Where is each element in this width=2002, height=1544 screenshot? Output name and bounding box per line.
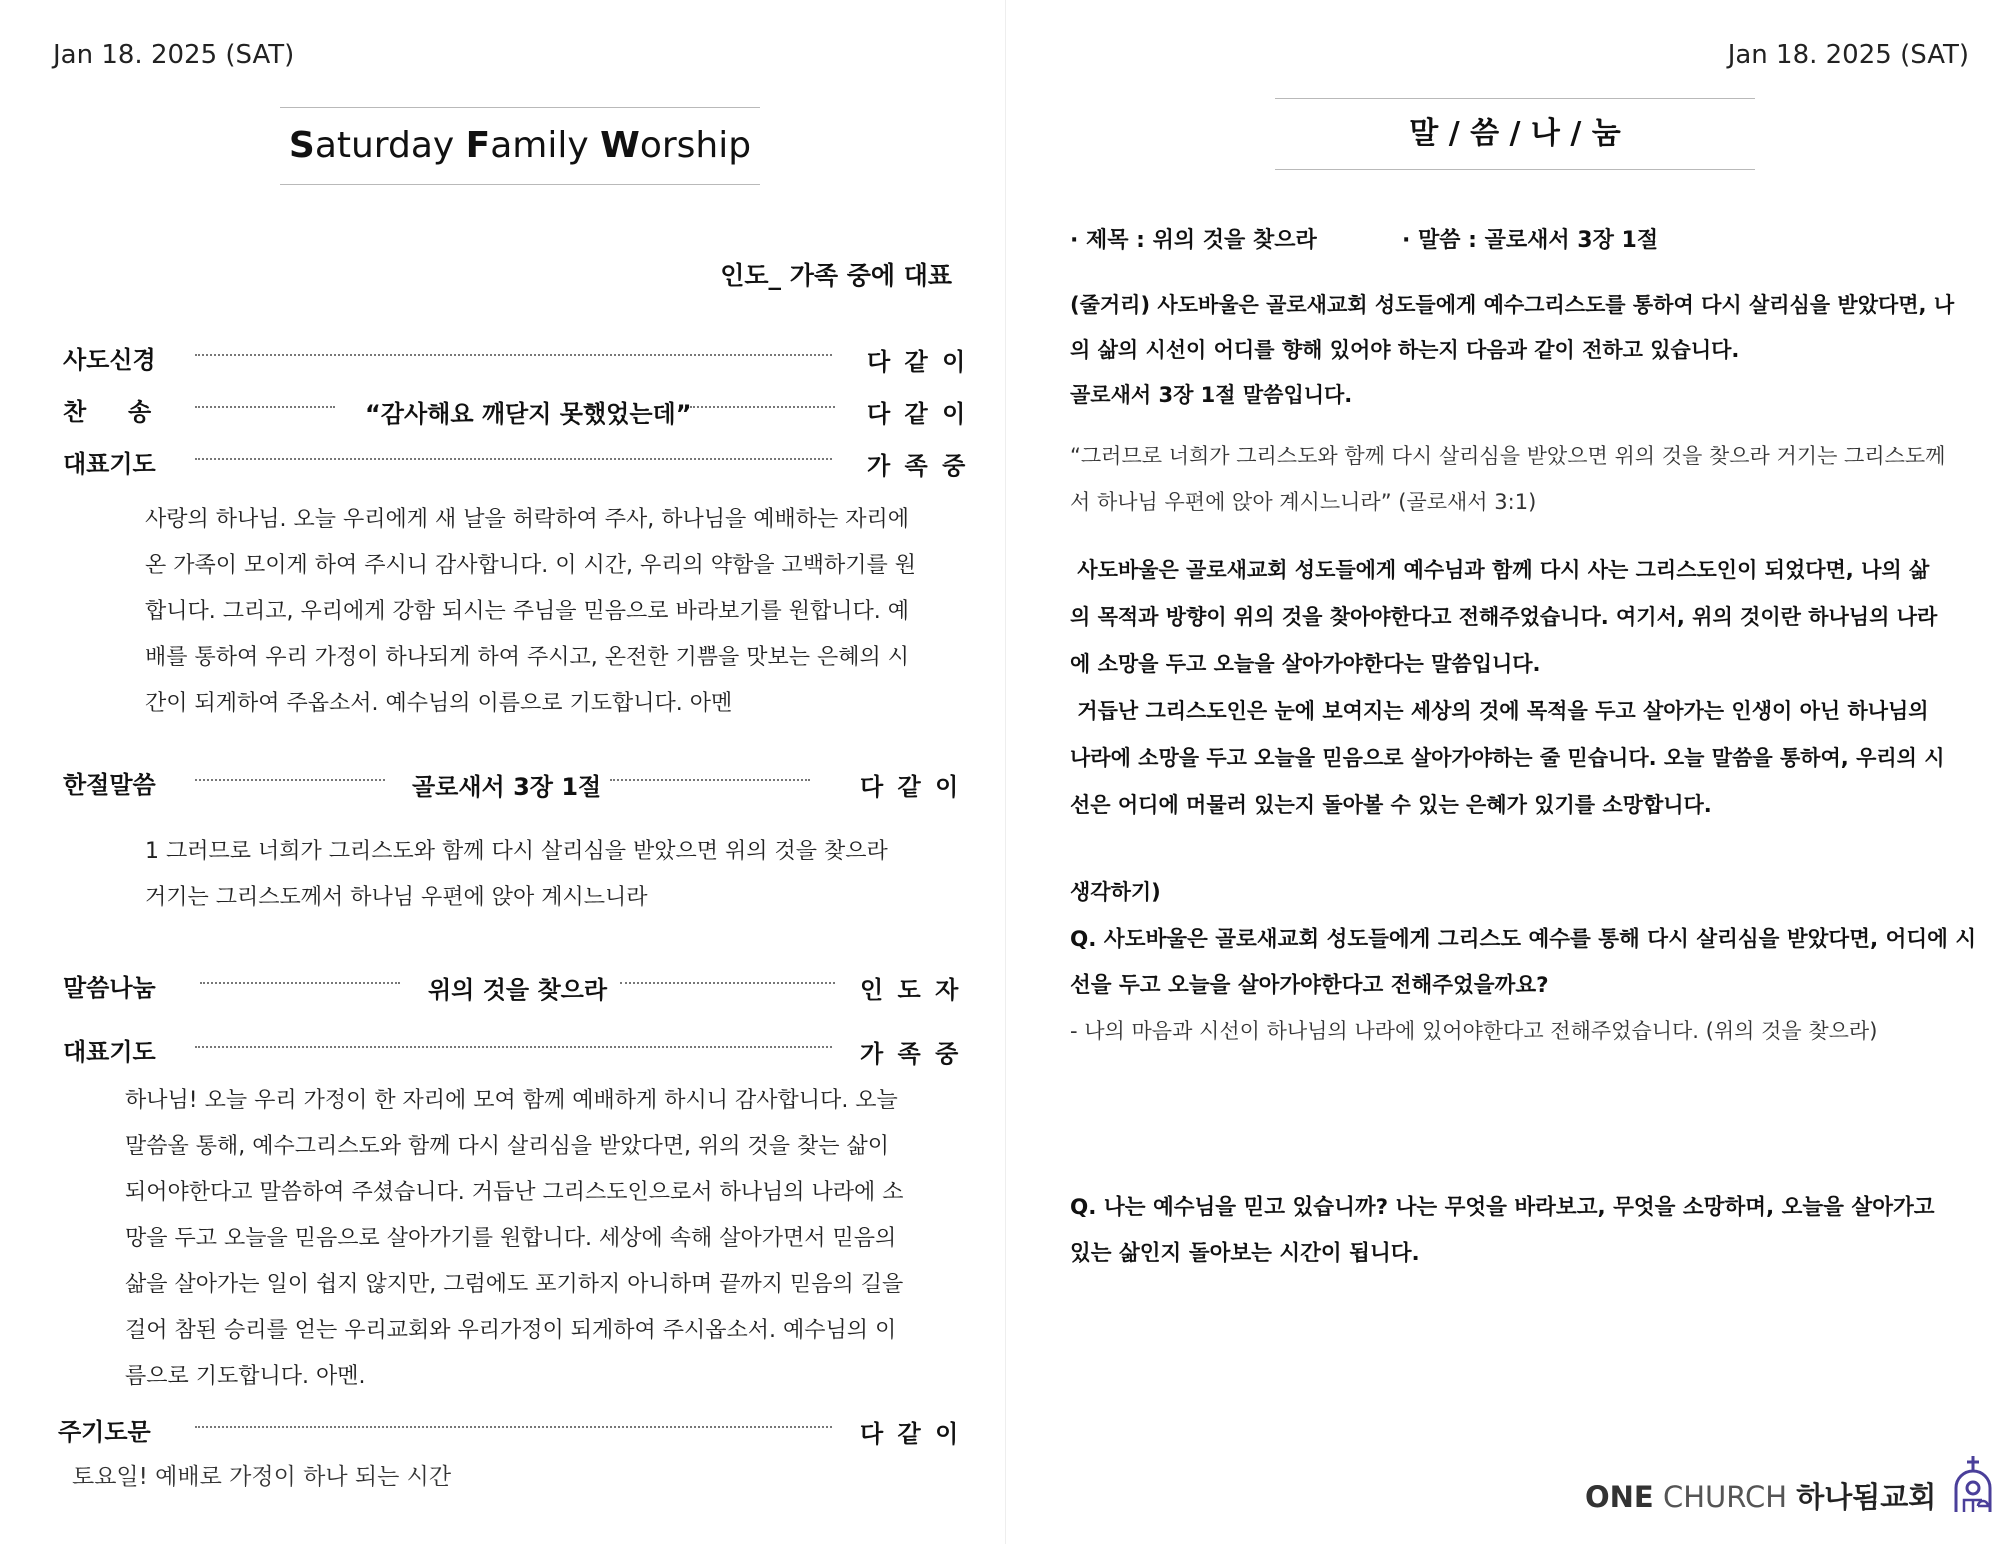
- verse-leader-dots-right: [610, 779, 810, 781]
- question1-line: 선을 두고 오늘을 살아가야한다고 전해주었을까요?: [1070, 973, 1549, 998]
- think-heading: 생각하기): [1070, 880, 1161, 904]
- prayer2-line: 말씀올 통해, 예수그리스도와 함께 다시 살리심을 받았다면, 위의 것을 찾는 삶이: [125, 1134, 889, 1159]
- body-line: 거듭난 그리스도인은 눈에 보여지는 세상의 것에 목적을 두고 살아가는 인생이 아닌 하나님의: [1070, 699, 1929, 723]
- worship-title: Saturday Family Worship: [288, 125, 752, 166]
- summary-line: 골로새서 3장 1절 말씀입니다.: [1070, 383, 1353, 407]
- quote-line: “그러므로 너희가 그리스도와 함께 다시 살리심을 받았으면 위의 것을 찾으라 거기는 그리스도께: [1070, 444, 1946, 468]
- verse-label: 한절말씀: [63, 771, 156, 799]
- summary-line: 의 삶의 시선이 어디를 향해 있어야 하는지 다음과 같이 전하고 있습니다.: [1070, 338, 1740, 362]
- right-page: [1006, 0, 2002, 1544]
- prayer2-text: [125, 1078, 904, 1400]
- body-line: 의 목적과 방향이 위의 것을 찾아야한다고 전해주었습니다. 여기서, 위의 것이란 하나님의 나라: [1070, 605, 1938, 629]
- church-logo: [1585, 1454, 1996, 1516]
- prayer1-text: [145, 497, 916, 727]
- prayer1-line: 온 가족이 모이게 하여 주시니 감사합니다. 이 시간, 우리의 약함을 고백하기를 원: [145, 553, 916, 578]
- sharing-leader-dots-right: [620, 982, 835, 984]
- hymn-role: 다 같 이: [867, 400, 969, 428]
- prayer2-line: 되어야한다고 말씀하여 주셨습니다. 거듭난 그리스도인으로서 하나님의 나라에 소: [125, 1180, 904, 1205]
- hymn-leader-dots-right: [690, 406, 835, 408]
- creed-role: 다 같 이: [867, 348, 969, 376]
- right-date: Jan 18. 2025 (SAT): [1727, 40, 1969, 70]
- prayer2-leader-dots: [195, 1046, 832, 1048]
- creed-label: 사도신경: [63, 346, 156, 374]
- question1-line: Q. 사도바울은 골로새교회 성도들에게 그리스도 예수를 통해 다시 살리심을 받았다면, 어디에 시: [1070, 927, 1977, 952]
- sermon-body-text: [1070, 547, 1945, 829]
- creed-leader-dots: [195, 354, 832, 356]
- prayer1-line: 배를 통하여 우리 가정이 하나되게 하여 주시고, 온전한 기쁨을 맛보는 은혜의 시: [145, 645, 909, 670]
- verse-role: 다 같 이: [860, 773, 962, 801]
- sharing-leader-dots-left: [200, 982, 400, 984]
- quote-line: 서 하나님 우편에 앉아 계시느니라” (골로새서 3:1): [1070, 490, 1537, 514]
- verse-line: 거기는 그리스도께서 하나님 우편에 앉아 계시느니라: [145, 885, 648, 910]
- question2: [1070, 1185, 1935, 1277]
- prayer1-line: 합니다. 그리고, 우리에게 강함 되시는 주님을 믿음으로 바라보기를 원합니다. 예: [145, 599, 909, 624]
- question2-line: 있는 삶인지 돌아보는 시간이 됩니다.: [1070, 1241, 1420, 1266]
- sermon-subject: · 제목 : 위의 것을 찾으라: [1070, 228, 1317, 253]
- verse-text: [145, 829, 888, 921]
- prayer2-line: 삶을 살아가는 일이 쉽지 않지만, 그럼에도 포기하지 아니하며 끝까지 믿음의 길을: [125, 1272, 904, 1297]
- church-emblem-icon: [1950, 1454, 1996, 1516]
- worship-title-box: [280, 107, 760, 185]
- left-date: Jan 18. 2025 (SAT): [53, 40, 295, 70]
- prayer1-role: 가 족 중: [867, 452, 969, 480]
- verse-leader-dots-left: [195, 779, 385, 781]
- prayer2-label: 대표기도: [63, 1038, 156, 1066]
- lords-prayer-leader-dots: [195, 1426, 832, 1428]
- body-line: 선은 어디에 머물러 있는지 돌아볼 수 있는 은혜가 있기를 소망합니다.: [1070, 793, 1712, 817]
- sermon-sharing-title-box: [1275, 98, 1755, 170]
- prayer1-label: 대표기도: [63, 450, 156, 478]
- sharing-role: 인 도 자: [860, 976, 962, 1004]
- summary-line: (줄거리) 사도바울은 골로새교회 성도들에게 예수그리스도를 통하여 다시 살리심을 받았다면, 나: [1070, 293, 1955, 317]
- prayer2-line: 망을 두고 오늘을 믿음으로 살아가기를 원합니다. 세상에 속해 살아가면서 믿음의: [125, 1226, 897, 1251]
- church-logo-text: ONE CHURCH 하나됨교회: [1585, 1480, 1937, 1514]
- scripture-quote: [1070, 433, 1945, 525]
- prayer1-line: 사랑의 하나님. 오늘 우리에게 새 날을 허락하여 주사, 하나님을 예배하는 자리에: [145, 507, 909, 532]
- worship-leader: 인도_ 가족 중에 대표: [720, 261, 952, 290]
- prayer2-line: 름으로 기도합니다. 아멘.: [125, 1364, 366, 1389]
- hymn-title: “감사해요 깨닫지 못했었는데”: [365, 400, 692, 428]
- verse-line: 1 그러므로 너희가 그리스도와 함께 다시 살리심을 받았으면 위의 것을 찾으라: [145, 839, 888, 864]
- lords-prayer-role: 다 같 이: [860, 1420, 962, 1448]
- lords-prayer-label: 주기도문: [58, 1418, 151, 1446]
- verse-title: 골로새서 3장 1절: [412, 773, 602, 801]
- sermon-scripture: · 말씀 : 골로새서 3장 1절: [1402, 228, 1659, 253]
- prayer2-line: 걸어 참된 승리를 얻는 우리교회와 우리가정이 되게하여 주시옵소서. 예수님의 이: [125, 1318, 897, 1343]
- summary-text: [1070, 283, 1954, 418]
- sharing-label: 말씀나눔: [63, 974, 156, 1002]
- body-line: 사도바울은 골로새교회 성도들에게 예수님과 함께 다시 사는 그리스도인이 되었다면, 나의 삶: [1070, 558, 1930, 582]
- hymn-label: 찬 송: [63, 398, 152, 426]
- prayer1-line: 간이 되게하여 주옵소서. 예수님의 이름으로 기도합니다. 아멘: [145, 691, 733, 716]
- sharing-title: 위의 것을 찾으라: [428, 976, 607, 1004]
- question2-line: Q. 나는 예수님을 믿고 있습니까? 나는 무엇을 바라보고, 무엇을 소망하며, 오늘을 살아가고: [1070, 1195, 1935, 1220]
- question1: [1070, 917, 1976, 1009]
- hymn-leader-dots-left: [195, 406, 335, 408]
- prayer2-role: 가 족 중: [860, 1040, 962, 1068]
- prayer1-leader-dots: [195, 458, 832, 460]
- answer1: - 나의 마음과 시선이 하나님의 나라에 있어야한다고 전해주었습니다. (위의 것을 찾으라): [1070, 1019, 1878, 1043]
- sermon-sharing-title: 말 / 씀 / 나 / 눔: [1409, 116, 1621, 151]
- prayer2-line: 하나님! 오늘 우리 가정이 한 자리에 모여 함께 예배하게 하시니 감사합니다. 오늘: [125, 1088, 898, 1113]
- body-line: 에 소망을 두고 오늘을 살아가야한다는 말씀입니다.: [1070, 652, 1541, 676]
- body-line: 나라에 소망을 두고 오늘을 믿음으로 살아가야하는 줄 믿습니다. 오늘 말씀을 통하여, 우리의 시: [1070, 746, 1945, 770]
- left-footer-slogan: 토요일! 예배로 가정이 하나 되는 시간: [72, 1464, 452, 1490]
